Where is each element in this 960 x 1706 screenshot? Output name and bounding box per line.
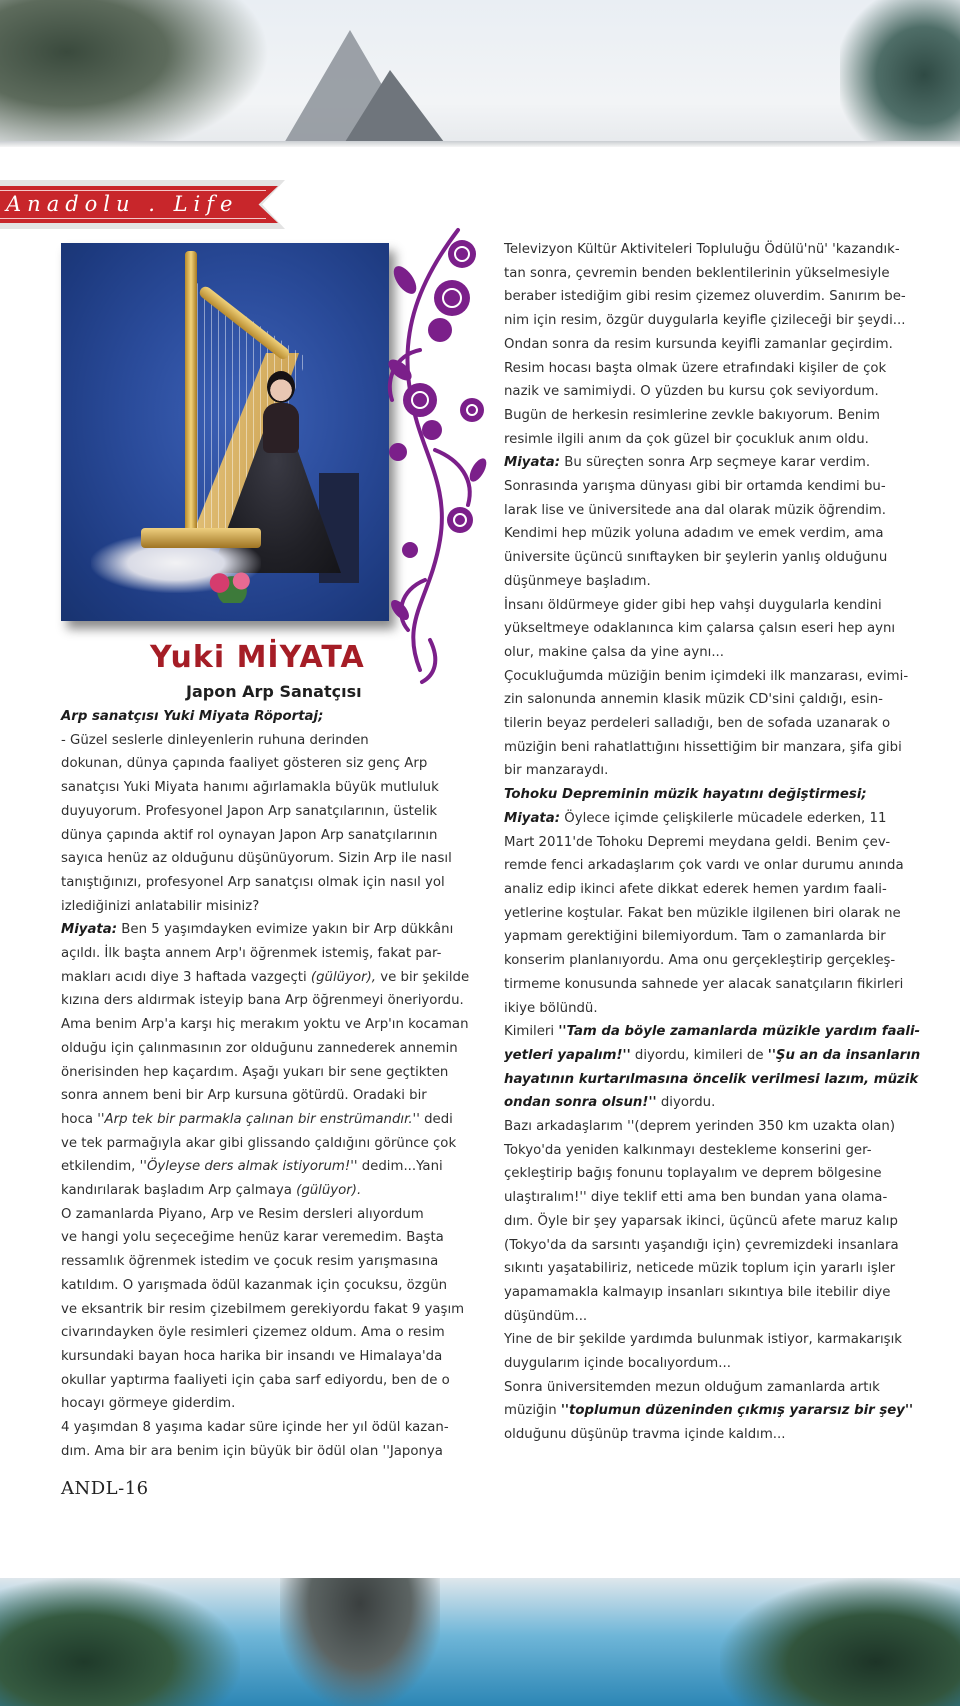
text-segment: Ondan sonra da resim kursunda keyifli zamanlar geçirdim. [504, 336, 893, 352]
text-segment: analiz edip ikinci afete dikkat ederek hemen yardım faali- [504, 881, 887, 897]
text-segment: Miyata: [504, 455, 561, 471]
text-line [61, 1108, 481, 1132]
text-segment: beraber istediğim gibi resim çizemez oluverdim. Sanırım be- [504, 289, 906, 305]
text-line [504, 475, 924, 499]
text-segment: sayıca henüz az olduğunu düşünüyorum. Sizin Arp ile nasıl [61, 851, 452, 867]
text-segment: (gülüyor), [310, 969, 376, 985]
text-line [504, 712, 924, 736]
text-segment: ''toplumun düzeninden çıkmış yararsız bir şey'' [560, 1403, 914, 1419]
text-segment: larak lise ve üniversitede ana dal olarak müzik öğrendim. [504, 502, 886, 518]
text-segment: çekleştirip bağış fonunu toplayalım ve deprem bölgesine [504, 1166, 882, 1182]
text-line [61, 1132, 481, 1156]
text-line [61, 895, 481, 919]
article-right-column [504, 238, 924, 1447]
text-line [61, 1392, 481, 1416]
text-segment: yetlerine koştular. Fakat ben müzikle ilgilenen biri olarak ne [504, 905, 901, 921]
text-line [61, 847, 481, 871]
text-segment: kızına ders aldırmak isteyip bana Arp öğrenmeyi öneriyordu. [61, 993, 464, 1009]
text-segment: tan sonra, çevremin benden beklentilerinin yükselmesiyle [504, 265, 890, 281]
text-line [504, 570, 924, 594]
text-segment: açıldı. İlk başta annem Arp'ı öğrenmek istemiş, fakat par- [61, 946, 442, 962]
text-segment: tilerin beyaz perdeleri salladığı, ben de sofada uzanarak o [504, 716, 891, 732]
text-line [61, 1250, 481, 1274]
text-line [504, 783, 924, 807]
text-segment: Miyata: [61, 922, 118, 938]
text-line [504, 1234, 924, 1258]
pine-tree-left-image [0, 0, 270, 147]
text-line [61, 1369, 481, 1393]
text-line [61, 705, 481, 729]
text-segment: Sonra üniversitemden mezun olduğum zamanlarda artık [504, 1379, 880, 1395]
text-segment: olduğu için çalınmasının zor olduğunu zannederek annemin [61, 1040, 458, 1056]
text-segment: Resim hocası başta olmak üzere etrafındaki kişiler de çok [504, 360, 887, 376]
text-line [61, 776, 481, 800]
text-line [504, 1044, 924, 1068]
text-line [504, 617, 924, 641]
text-segment: Sonrasında yarışma dünyası gibi bir ortamda kendimi bu- [504, 479, 886, 495]
text-line [504, 1376, 924, 1400]
text-segment: - Güzel seslerle dinleyenlerin ruhuna derinden [61, 732, 369, 748]
top-scenery-banner [0, 0, 960, 147]
text-line [61, 1013, 481, 1037]
artist-name-heading: Yuki MİYATA [150, 640, 365, 675]
text-line [504, 949, 924, 973]
text-segment: diyordu, kimileri de [630, 1047, 768, 1063]
text-segment: Ben 5 yaşımdayken evimize yakın bir Arp dükkânı [117, 922, 454, 938]
text-line [61, 1155, 481, 1179]
harpist-photo [61, 243, 389, 621]
text-segment: Bugün de herkesin resimlerine zevkle bakıyorum. Benim [504, 407, 880, 423]
text-segment: Çocukluğumda müziğin benim içimdeki ilk manzarası, evimi- [504, 668, 909, 684]
text-segment: Bu süreçten sonra Arp seçmeye karar verdim. [560, 455, 871, 471]
text-segment: dokunan, dünya çapında faaliyet gösteren siz genç Arp [61, 756, 428, 772]
text-line [61, 1274, 481, 1298]
text-line [504, 285, 924, 309]
page-number: ANDL-16 [61, 1478, 149, 1499]
text-line [504, 1162, 924, 1186]
text-segment: Öylece içimde çelişkilerle mücadele ederken, 11 [560, 810, 887, 826]
text-line [61, 1321, 481, 1345]
text-segment: düşündüm... [504, 1308, 588, 1324]
text-segment: üniversite üçüncü sınıftayken bir şeylerin yanlış olduğunu [504, 550, 888, 566]
text-segment: tirmeme konusunda sahnede yer alacak sanatçıların fikirleri [504, 976, 904, 992]
text-line [61, 1203, 481, 1227]
text-segment: önerisinden hep kaçardım. Aşağı yukarı bir sene geçtikten [61, 1064, 449, 1080]
text-line [504, 1281, 924, 1305]
text-segment: Tohoku Depreminin müzik hayatını değiştirmesi; [504, 787, 867, 803]
text-segment: ''Şu an da insanların [767, 1047, 921, 1063]
text-line [504, 1186, 924, 1210]
text-segment: ressamlık öğrenmek istedim ve çocuk resim yarışmasına [61, 1254, 439, 1270]
text-line [504, 1257, 924, 1281]
text-line [504, 878, 924, 902]
text-line [504, 973, 924, 997]
text-segment: Kendimi hep müzik yoluna adadım ve emek verdim, ama [504, 526, 884, 542]
text-segment: sıkıntı yaşatabiliriz, neticede müzik toplum için yararlı işler [504, 1261, 896, 1277]
text-segment: ''Arp tek bir parmakla çalınan bir enstrümandır.'' [97, 1111, 420, 1127]
text-segment: dım. Öyle bir şey yaparsak ikinci, üçüncü afete maruz kalıp [504, 1213, 898, 1229]
text-segment: duyuyorum. Profesyonel Japon Arp sanatçılarının, üstelik [61, 803, 438, 819]
text-line [504, 522, 924, 546]
text-segment: Arp sanatçısı Yuki Miyata Röportaj; [61, 709, 324, 724]
pine-tree-right-image [720, 1578, 960, 1706]
text-segment: dedim...Yani [357, 1159, 443, 1175]
text-line [504, 665, 924, 689]
text-line [504, 404, 924, 428]
text-line [504, 902, 924, 926]
text-line [504, 831, 924, 855]
text-segment: 4 yaşımdan 8 yaşıma kadar süre içinde her yıl ödül kazan- [61, 1420, 449, 1436]
text-line [504, 854, 924, 878]
text-line [61, 752, 481, 776]
text-segment: Yine de bir şekilde yardımda bulunmak istiyor, karmakarışık [504, 1332, 902, 1348]
text-segment: okullar yaptırma faaliyeti için çaba sarf ediyordu, ben de o [61, 1372, 450, 1388]
text-segment: Bazı arkadaşlarım ''(deprem yerinden 350 km uzakta olan) [504, 1119, 896, 1135]
text-line [504, 641, 924, 665]
text-line [504, 309, 924, 333]
text-line [504, 546, 924, 570]
text-line [61, 918, 481, 942]
rock-pinnacle-image [280, 1578, 440, 1706]
text-line [61, 824, 481, 848]
text-segment: duygularım içinde bocalıyordum... [504, 1356, 731, 1372]
text-segment: resimle ilgili anım da çok güzel bir çocukluk anım oldu. [504, 431, 869, 447]
banner-shadow [0, 141, 960, 147]
text-line [504, 357, 924, 381]
text-segment: ve eksantrik bir resim çizebilmem gerekiyordu fakat 9 yaşım [61, 1301, 465, 1317]
text-segment: sonra annem beni bir Arp kursuna götürdü. Oradaki bir [61, 1088, 427, 1104]
artist-subtitle: Japon Arp Sanatçısı [186, 682, 362, 701]
text-segment: nazik ve samimiydi. O yüzden bu kursu çok seviyordum. [504, 384, 879, 400]
text-segment: tanıştığınızı, profesyonel Arp sanatçısı olmak için nasıl yol [61, 874, 445, 890]
text-line [504, 594, 924, 618]
text-segment: Miyata: [504, 810, 561, 826]
text-line [504, 380, 924, 404]
text-line [504, 499, 924, 523]
bottom-scenery-banner [0, 1578, 960, 1706]
text-line [61, 989, 481, 1013]
text-segment: nim için resim, özgür duygularla keyifle çizileceği bir şeydi... [504, 313, 906, 329]
section-ribbon [0, 178, 285, 231]
text-segment: hocayı görmeye giderdim. [61, 1396, 236, 1412]
text-line [504, 1423, 924, 1447]
text-segment: hoca [61, 1111, 98, 1127]
text-line [504, 451, 924, 475]
text-segment: izlediğinizi anlatabilir misiniz? [61, 898, 260, 914]
text-line [61, 1440, 481, 1464]
text-segment: (gülüyor). [296, 1183, 362, 1199]
text-line [61, 942, 481, 966]
article-left-column [61, 705, 481, 1464]
rose-vine-ornament-icon [380, 220, 490, 690]
text-segment: Tokyo'da yeniden kalkınmayı destekleme konserini ger- [504, 1142, 872, 1158]
text-line [504, 736, 924, 760]
text-segment: kandırılarak başladım Arp çalmaya [61, 1183, 297, 1199]
text-line [504, 238, 924, 262]
text-segment: ulaştıralım!'' diye teklif etti ama ben bundan yana olama- [504, 1190, 888, 1206]
text-line [504, 428, 924, 452]
text-segment: Kimileri [504, 1024, 559, 1040]
text-line [504, 688, 924, 712]
text-line [504, 1020, 924, 1044]
text-line [504, 1305, 924, 1329]
text-segment: ikiye bölündü. [504, 1000, 598, 1016]
text-segment: dım. Ama bir ara benim için büyük bir ödül olan ''Japonya [61, 1443, 443, 1459]
pine-tree-right-image [840, 0, 960, 147]
text-line [504, 925, 924, 949]
text-line [504, 1328, 924, 1352]
text-line [61, 1298, 481, 1322]
text-segment: olduğunu düşünüp travma içinde kaldım... [504, 1427, 786, 1443]
text-segment: makları acıdı diye 3 haftada vazgeçti [61, 969, 311, 985]
text-line [61, 800, 481, 824]
text-segment: O zamanlarda Piyano, Arp ve Resim dersleri alıyordum [61, 1206, 424, 1222]
text-segment: diyordu. [656, 1095, 716, 1111]
text-line [61, 1226, 481, 1250]
text-segment: remde fenci arkadaşlarım çok vardı ve onlar durumu anında [504, 858, 904, 874]
text-segment: katıldım. O yarışmada ödül kazanmak için çocuksu, özgün [61, 1277, 448, 1293]
text-line [504, 1091, 924, 1115]
mountain-ridge-image [340, 70, 450, 147]
text-line [504, 333, 924, 357]
text-line [504, 1399, 924, 1423]
text-line [61, 966, 481, 990]
text-line [61, 1179, 481, 1203]
text-segment: müziğin beni rahatlattığını hissettiğim bir manzara, şifa gibi [504, 739, 902, 755]
text-segment: civarındayken öyle resimleri çizemez oldum. Ama o resim [61, 1325, 445, 1341]
pine-tree-left-image [0, 1578, 240, 1706]
text-line [61, 1037, 481, 1061]
text-segment: ''Öyleyse ders almak istiyorum!'' [139, 1159, 358, 1175]
text-segment: etkilendim, [61, 1159, 140, 1175]
text-segment: müziğin [504, 1403, 561, 1419]
text-line [61, 729, 481, 753]
text-segment: ve hangi yolu seçeceğime henüz karar veremedim. Başta [61, 1230, 444, 1246]
text-segment: ve tek parmağıyla akar gibi glissando çaldığını görünce çok [61, 1135, 457, 1151]
text-segment: Televizyon Kültür Aktiviteleri Topluluğu Ödülü'nü' 'kazandık- [504, 242, 900, 257]
text-segment: zin salonunda annemin klasik müzik CD'sini çaldığı, esin- [504, 692, 883, 708]
text-segment: yapmam gerektiğini bilemiyordum. Tam o zamanlarda bir [504, 929, 886, 945]
text-segment: yetleri yapalım!'' [504, 1047, 631, 1063]
text-segment: ve bir şekilde [376, 969, 470, 985]
text-line [61, 1084, 481, 1108]
text-segment: yapamamakla kalmayıp insanları sıkıntıya bile itebilir diye [504, 1284, 891, 1300]
text-segment: dünya çapında aktif rol oynayan Japon Arp sanatçılarının [61, 827, 438, 843]
text-segment: (Tokyo'da da sarsıntı yaşandığı için) çevremizdeki insanlara [504, 1237, 899, 1253]
text-line [504, 1352, 924, 1376]
text-segment: Mart 2011'de Tohoku Depremi meydana geldi. Benim çev- [504, 834, 891, 850]
text-line [61, 871, 481, 895]
section-ribbon-label: Anadolu . Life [6, 192, 239, 216]
text-line [61, 1345, 481, 1369]
text-line [504, 1210, 924, 1234]
text-segment: İnsanı öldürmeye gider gibi hep vahşi duygularla kendini [504, 597, 882, 613]
text-segment: kursundaki bayan hoca harika bir insandı ve Himalaya'da [61, 1348, 443, 1364]
text-line [61, 1416, 481, 1440]
text-segment: bir manzaraydı. [504, 763, 609, 779]
text-line [504, 807, 924, 831]
text-line [504, 1068, 924, 1092]
text-segment: ondan sonra olsun!'' [504, 1095, 657, 1111]
text-segment: dedi [419, 1111, 453, 1127]
text-segment: yükseltmeye odaklanınca kim çalarsa çalsın eseri hep aynı [504, 621, 896, 637]
text-segment: sanatçısı Yuki Miyata hanımı ağırlamakla büyük mutluluk [61, 780, 439, 796]
text-line [504, 997, 924, 1021]
text-segment: olur, makine çalsa da yine aynı... [504, 644, 724, 660]
text-segment: Ama benim Arp'a karşı hiç merakım yoktu ve Arp'ın kocaman [61, 1017, 469, 1033]
text-line [61, 1061, 481, 1085]
text-line [504, 262, 924, 286]
text-segment: ''Tam da böyle zamanlarda müzikle yardım faali- [558, 1024, 921, 1040]
text-line [504, 1115, 924, 1139]
text-segment: düşünmeye başladım. [504, 573, 651, 589]
text-segment: hayatının kurtarılmasına öncelik verilmesi lazım, müzik [504, 1071, 919, 1087]
text-segment: konserim planlanıyordu. Ama onu gerçekleştirip gerçekleş- [504, 953, 896, 969]
text-line [504, 759, 924, 783]
text-line [504, 1139, 924, 1163]
